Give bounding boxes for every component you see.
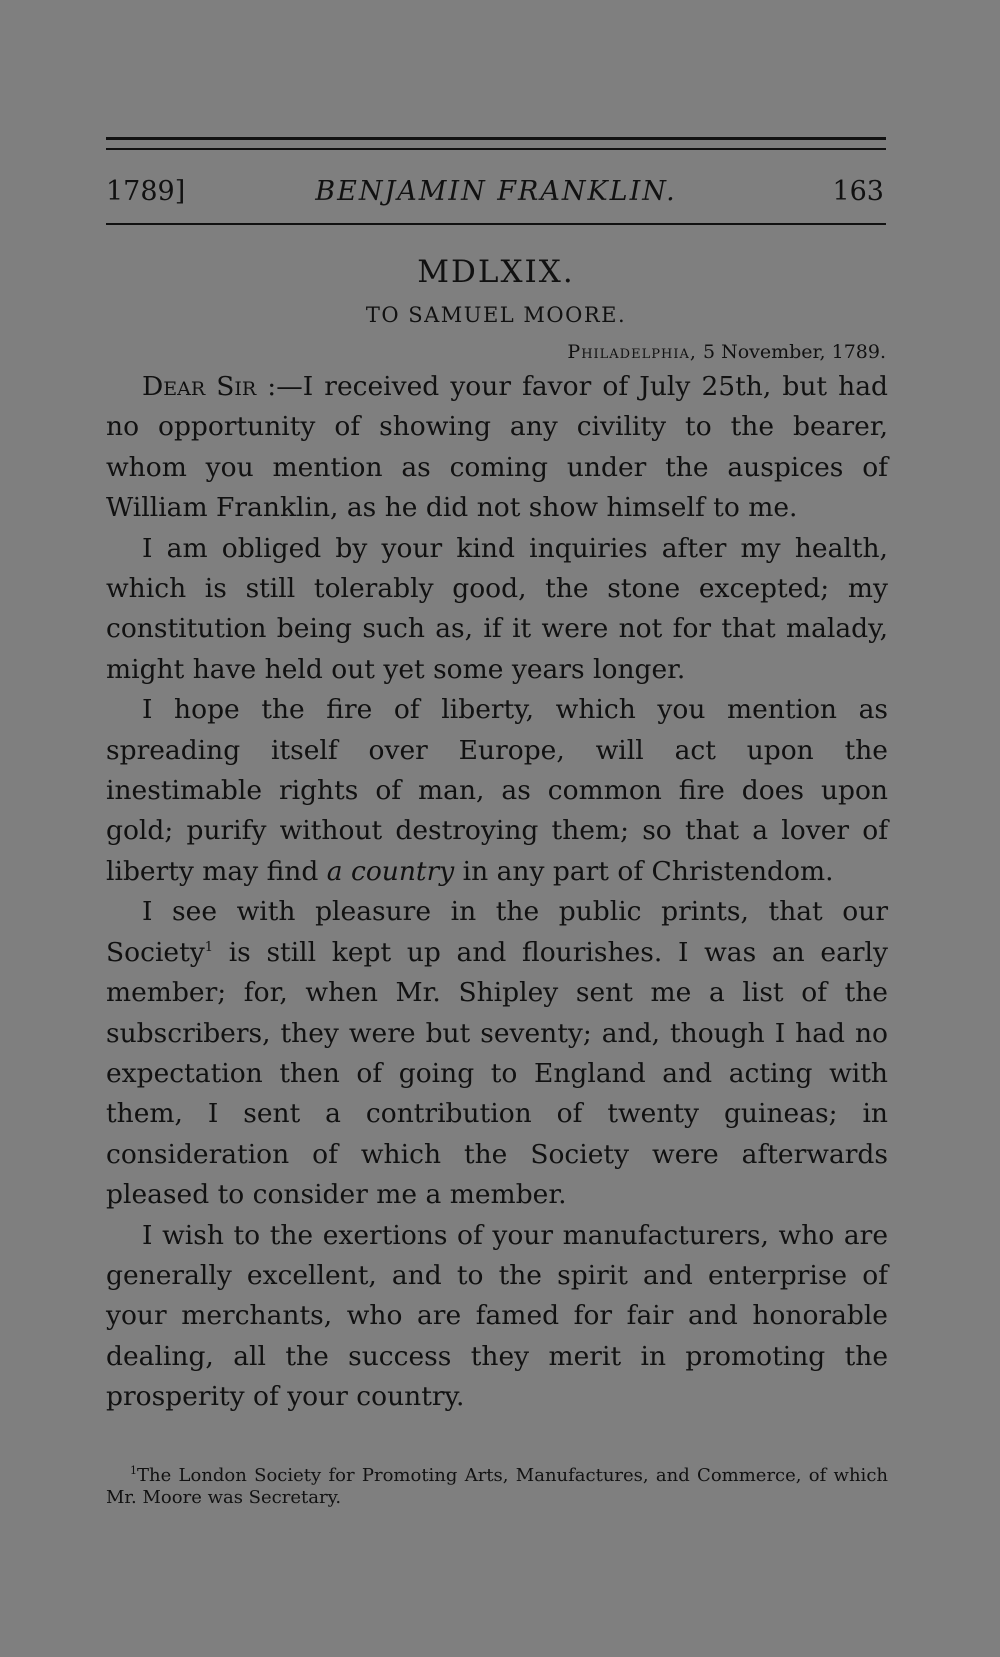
header-rule: [106, 223, 886, 225]
paragraph-5: I wish to the exertions of your manufacturers, who are generally excellent, and to the spirit and enterprise of your merchants, who are famed for fair and honorable dealing, all the success they merit in promoting the prosperity of your country.: [106, 1219, 888, 1413]
paragraph-2: I am obliged by your kind inquiries after my health, which is still tolerably good, the stone excepted; my constitution being such as, if it were not for that malady, might have held out yet some years longer.: [106, 532, 888, 685]
paragraph-3: [106, 690, 888, 892]
dateline-place: Philadelphia,: [567, 341, 697, 363]
dateline: [567, 338, 886, 366]
letter-body: [106, 367, 888, 1418]
paragraph-4-text-b: is still kept up and flourishes. I was an early member; for, when Mr. Shipley sent me a list of the subscribers, they were but seventy; and, though I had no expectation then of going to England and acting with them, I sent a contribution of twenty guineas; in consideration of which the Society were afterwards pleased to consider me a member.: [106, 936, 888, 1211]
letter-recipient: TO SAMUEL MOORE.: [365, 303, 627, 327]
top-rule: [106, 137, 886, 140]
running-head: [106, 172, 886, 212]
footnote-mark: 1: [130, 1464, 137, 1477]
paragraph-4: [106, 892, 888, 1215]
italic-phrase: a country: [326, 855, 455, 887]
page-number: 163: [832, 176, 884, 207]
running-head-title: BENJAMIN FRANKLIN.: [315, 176, 677, 207]
paragraph-1: [106, 367, 888, 529]
paragraph-1-text: :—I received your favor of July 25th, but had no opportunity of showing any civility to the bearer, whom you mention as coming under the auspices of William Franklin, as he did not show himself to me.: [106, 371, 888, 524]
dateline-date: 5 November, 1789.: [702, 341, 886, 363]
top-rule-thin: [106, 148, 886, 150]
footnote: [106, 1465, 888, 1509]
paragraph-3-text-a: I hope the fire of liberty, which you mention as spreading itself over Europe, will act upon the inestimable rights of man, as common fire does upon gold; purify without destroying them; so that a lover of liberty may find: [106, 694, 888, 887]
paragraph-3-text-b: in any part of Christendom.: [454, 855, 834, 887]
letter-number: MDLXIX.: [417, 254, 575, 290]
paragraph-4-text-a: I see with pleasure in the public prints, that our Society: [106, 896, 888, 968]
running-head-year: 1789]: [106, 176, 186, 207]
footnote-text: The London Society for Promoting Arts, Manufactures, and Commerce, of which Mr. Moore was Secretary.: [106, 1465, 888, 1508]
salutation: Dear Sir: [142, 371, 257, 402]
footnote-reference[interactable]: 1: [204, 939, 214, 955]
